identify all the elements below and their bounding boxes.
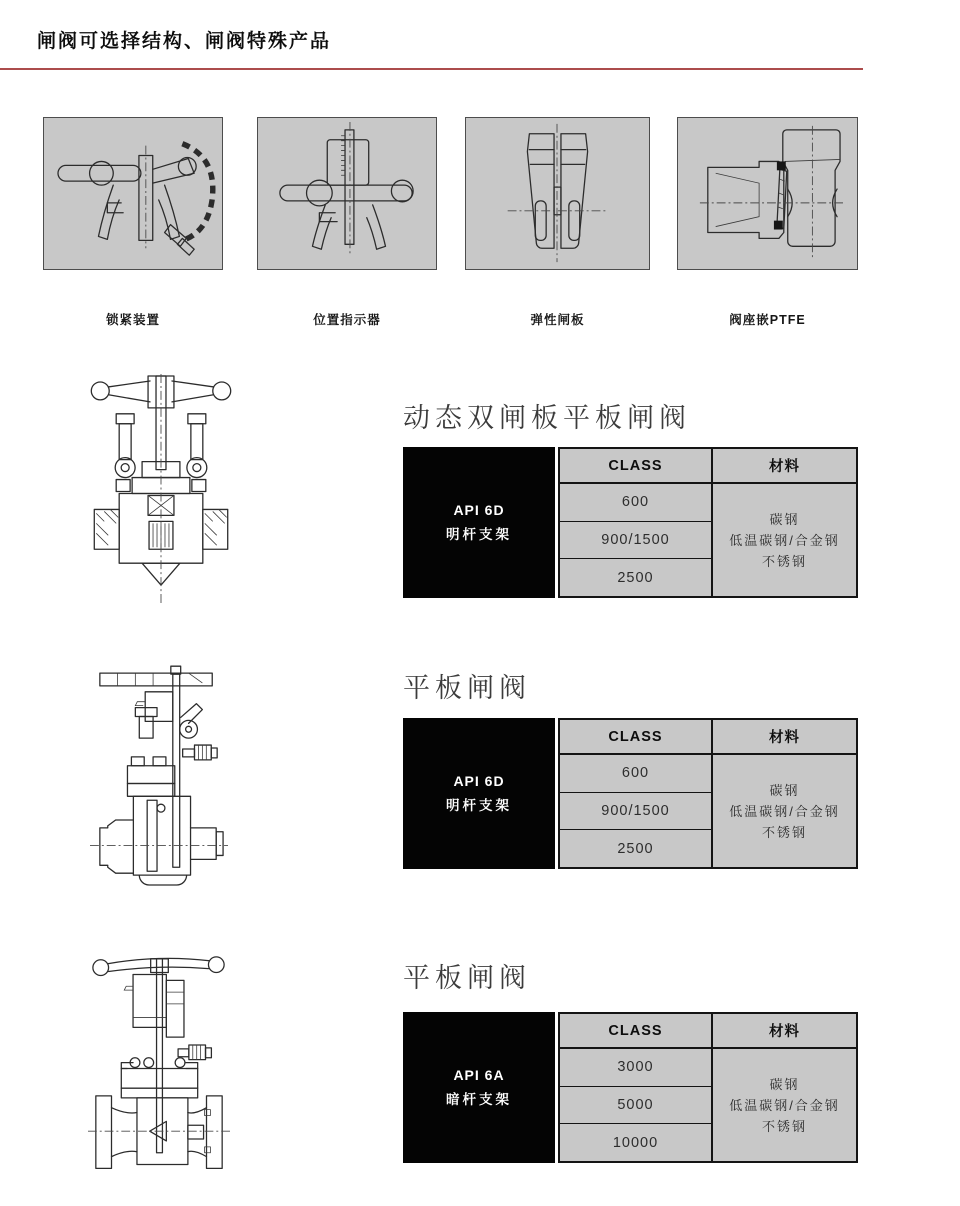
standard-label: API 6D [453,502,505,518]
material-list [713,484,856,596]
position-indicator-panel [257,117,437,270]
feature-label-position-indicator: 位置指示器 [313,313,381,327]
material-item: 不锈钢 [761,824,807,840]
stem-type-label: 明杆支架 [446,527,512,542]
material-item: 碳钢 [769,782,800,798]
material-column [713,449,856,596]
spec-grid-1 [558,447,858,598]
page-title: 闸阀可选择结构、闸阀特殊产品 [37,31,332,52]
material-item: 不锈钢 [761,1118,807,1134]
ptfe-seat-drawing [678,118,857,269]
spec-table-2 [403,718,858,869]
material-item: 碳钢 [769,1076,800,1092]
material-header: 材料 [713,1014,856,1049]
spec-table-3 [403,1012,858,1163]
material-item: 不锈钢 [761,553,807,569]
material-header: 材料 [713,720,856,755]
class-header: CLASS [560,449,711,484]
class-value: 2500 [617,840,654,857]
class-value: 2500 [617,569,654,586]
standard-label: API 6A [453,1067,505,1083]
spec-standard-cell-1 [403,447,555,598]
spec-grid-3 [558,1012,858,1163]
spec-standard-cell-2 [403,718,555,869]
section-title-3: 平板闸阀 [403,963,531,993]
locking-device-drawing [44,118,222,269]
spec-table-1 [403,447,858,598]
flexible-gate-drawing [466,118,649,269]
material-list [713,755,856,867]
material-column [713,1014,856,1161]
feature-label-flexible-gate: 弹性闸板 [530,313,585,327]
class-column [560,449,713,596]
stem-type-label: 明杆支架 [446,798,512,813]
material-list [713,1049,856,1161]
class-header: CLASS [560,720,711,755]
material-item: 低温碳钢/合金钢 [729,532,840,548]
class-column [560,720,713,867]
material-item: 低温碳钢/合金钢 [729,1097,840,1113]
spec-standard-cell-3 [403,1012,555,1163]
material-header: 材料 [713,449,856,484]
position-indicator-drawing [258,118,436,269]
flexible-gate-panel [465,117,650,270]
class-value: 5000 [560,1087,711,1125]
gate-valve-drawing-1 [86,374,236,608]
class-value: 3000 [560,1049,711,1087]
class-value: 600 [560,755,711,793]
spec-grid-2 [558,718,858,869]
material-item: 碳钢 [769,511,800,527]
class-column [560,1014,713,1161]
feature-label-locking-device: 锁紧装置 [105,313,160,327]
class-value: 600 [560,484,711,522]
section-title-2: 平板闸阀 [403,673,531,703]
stem-type-label: 暗杆支架 [446,1092,512,1107]
class-header: CLASS [560,1014,711,1049]
class-value: 900/1500 [560,793,711,831]
class-value: 10000 [612,1134,659,1151]
ptfe-seat-panel [677,117,858,270]
standard-label: API 6D [453,773,505,789]
section-title-1: 动态双闸板平板闸阀 [403,403,691,433]
gate-valve-drawing-2 [90,662,228,904]
locking-device-panel [43,117,223,270]
accent-divider [0,68,863,70]
class-value: 900/1500 [560,522,711,560]
feature-label-ptfe-seat: 阀座嵌PTFE [729,313,806,327]
material-item: 低温碳钢/合金钢 [729,803,840,819]
gate-valve-drawing-3 [88,952,230,1184]
material-column [713,720,856,867]
